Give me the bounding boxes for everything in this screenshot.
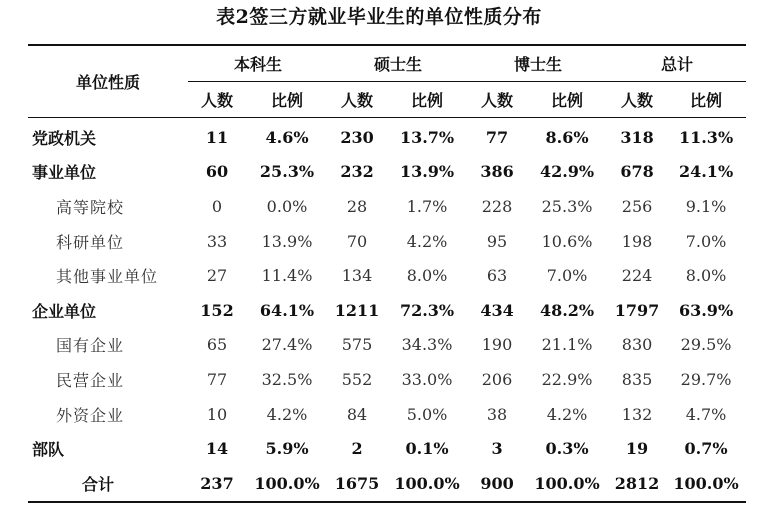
count-cell: 63 bbox=[486, 266, 508, 286]
ratio-cell: 63.9% bbox=[678, 300, 734, 320]
row-label: 外资企业 bbox=[56, 405, 125, 425]
row-label: 部队 bbox=[32, 440, 65, 460]
count-header: 人数 bbox=[188, 82, 246, 118]
ratio-cell: 7.0% bbox=[546, 266, 588, 286]
ratio-cell: 25.3% bbox=[259, 162, 315, 182]
ratio-cell: 7.0% bbox=[685, 231, 727, 251]
table-caption: 表2签三方就业毕业生的单位性质分布 bbox=[216, 6, 542, 28]
ratio-cell: 4.2% bbox=[266, 404, 308, 424]
ratio-cell: 0.0% bbox=[266, 196, 308, 216]
ratio-cell: 27.4% bbox=[261, 335, 313, 355]
header-row-groups bbox=[28, 45, 746, 82]
ratio-cell: 8.0% bbox=[685, 266, 727, 286]
ratio-cell: 5.9% bbox=[265, 439, 309, 459]
count-cell: 230 bbox=[340, 127, 374, 147]
count-cell: 0 bbox=[211, 196, 223, 216]
total-ratio-cell: 100.0% bbox=[526, 466, 608, 502]
count-cell: 434 bbox=[480, 300, 514, 320]
total-ratio-cell: 100.0% bbox=[666, 466, 746, 502]
count-cell: 38 bbox=[486, 404, 508, 424]
ratio-cell: 22.9% bbox=[541, 369, 593, 389]
count-cell: 1797 bbox=[614, 300, 660, 320]
group-header-total: 总计 bbox=[608, 45, 746, 82]
total-ratio-cell: 100.0% bbox=[386, 466, 468, 502]
ratio-cell: 24.1% bbox=[678, 162, 734, 182]
ratio-cell: 4.2% bbox=[406, 231, 448, 251]
group-header-doctor: 博士生 bbox=[468, 45, 608, 82]
count-cell: 152 bbox=[200, 300, 234, 320]
total-count-cell: 900 bbox=[468, 466, 526, 502]
table-body bbox=[28, 118, 746, 502]
ratio-cell: 48.2% bbox=[539, 300, 595, 320]
ratio-cell: 4.7% bbox=[685, 404, 727, 424]
group-header-master: 硕士生 bbox=[328, 45, 468, 82]
count-cell: 318 bbox=[620, 127, 654, 147]
ratio-cell: 72.3% bbox=[399, 300, 455, 320]
count-cell: 190 bbox=[481, 335, 513, 355]
ratio-header: 比例 bbox=[246, 82, 328, 118]
table-row bbox=[28, 397, 746, 432]
count-cell: 65 bbox=[206, 335, 228, 355]
ratio-cell: 64.1% bbox=[259, 300, 315, 320]
ratio-cell: 4.2% bbox=[546, 404, 588, 424]
table-row bbox=[28, 293, 746, 328]
count-cell: 830 bbox=[621, 335, 653, 355]
ratio-cell: 13.9% bbox=[261, 231, 313, 251]
count-cell: 678 bbox=[620, 162, 654, 182]
row-label: 科研单位 bbox=[56, 232, 125, 252]
count-cell: 575 bbox=[341, 335, 373, 355]
count-cell: 19 bbox=[625, 439, 649, 459]
count-cell: 33 bbox=[206, 231, 228, 251]
row-label: 事业单位 bbox=[32, 163, 97, 183]
count-header: 人数 bbox=[468, 82, 526, 118]
count-header: 人数 bbox=[328, 82, 386, 118]
ratio-cell: 34.3% bbox=[401, 335, 453, 355]
count-cell: 2 bbox=[351, 439, 363, 459]
count-cell: 77 bbox=[206, 369, 228, 389]
ratio-header: 比例 bbox=[666, 82, 746, 118]
count-cell: 95 bbox=[486, 231, 508, 251]
ratio-cell: 29.5% bbox=[680, 335, 732, 355]
count-cell: 3 bbox=[491, 439, 503, 459]
count-header: 人数 bbox=[608, 82, 666, 118]
table-row bbox=[28, 362, 746, 397]
ratio-cell: 11.4% bbox=[261, 266, 313, 286]
count-cell: 386 bbox=[480, 162, 514, 182]
ratio-cell: 13.7% bbox=[399, 127, 455, 147]
ratio-cell: 0.7% bbox=[684, 439, 728, 459]
total-ratio-cell: 100.0% bbox=[246, 466, 328, 502]
ratio-cell: 1.7% bbox=[406, 196, 448, 216]
total-count-cell: 237 bbox=[188, 466, 246, 502]
count-cell: 134 bbox=[341, 266, 373, 286]
row-label: 企业单位 bbox=[32, 301, 97, 321]
count-cell: 10 bbox=[206, 404, 228, 424]
row-label: 党政机关 bbox=[32, 128, 97, 148]
table-row bbox=[28, 431, 746, 466]
table-row bbox=[28, 189, 746, 224]
count-cell: 552 bbox=[341, 369, 373, 389]
ratio-cell: 21.1% bbox=[541, 335, 593, 355]
count-cell: 198 bbox=[621, 231, 653, 251]
count-cell: 232 bbox=[340, 162, 374, 182]
ratio-header: 比例 bbox=[386, 82, 468, 118]
count-cell: 28 bbox=[346, 196, 368, 216]
row-label: 民营企业 bbox=[56, 370, 125, 390]
table-row bbox=[28, 224, 746, 259]
ratio-cell: 9.1% bbox=[685, 196, 727, 216]
count-cell: 224 bbox=[621, 266, 653, 286]
row-label: 国有企业 bbox=[56, 336, 125, 356]
group-header-undergrad: 本科生 bbox=[188, 45, 328, 82]
total-count-cell: 2812 bbox=[608, 466, 666, 502]
count-cell: 132 bbox=[621, 404, 653, 424]
employment-table bbox=[28, 44, 746, 503]
ratio-cell: 42.9% bbox=[539, 162, 595, 182]
table-row bbox=[28, 118, 746, 155]
ratio-cell: 0.3% bbox=[545, 439, 589, 459]
count-cell: 84 bbox=[346, 404, 368, 424]
ratio-cell: 8.0% bbox=[406, 266, 448, 286]
row-label: 其他事业单位 bbox=[56, 267, 159, 287]
ratio-cell: 13.9% bbox=[399, 162, 455, 182]
ratio-cell: 11.3% bbox=[678, 127, 734, 147]
count-cell: 228 bbox=[481, 196, 513, 216]
count-cell: 14 bbox=[205, 439, 229, 459]
count-cell: 1211 bbox=[334, 300, 380, 320]
row-label: 高等院校 bbox=[56, 197, 125, 217]
ratio-cell: 32.5% bbox=[261, 369, 313, 389]
total-count-cell: 1675 bbox=[328, 466, 386, 502]
table-row bbox=[28, 258, 746, 293]
total-label: 合计 bbox=[28, 466, 188, 502]
count-cell: 77 bbox=[485, 127, 509, 147]
ratio-header: 比例 bbox=[526, 82, 608, 118]
unit-type-header: 单位性质 bbox=[28, 45, 188, 118]
ratio-cell: 10.6% bbox=[541, 231, 593, 251]
ratio-cell: 8.6% bbox=[545, 127, 589, 147]
count-cell: 60 bbox=[205, 162, 229, 182]
ratio-cell: 25.3% bbox=[541, 196, 593, 216]
count-cell: 70 bbox=[346, 231, 368, 251]
ratio-cell: 29.7% bbox=[680, 369, 732, 389]
count-cell: 11 bbox=[205, 127, 229, 147]
ratio-cell: 4.6% bbox=[265, 127, 309, 147]
table-row bbox=[28, 155, 746, 190]
ratio-cell: 33.0% bbox=[401, 369, 453, 389]
count-cell: 27 bbox=[206, 266, 228, 286]
total-row bbox=[28, 466, 746, 502]
count-cell: 206 bbox=[481, 369, 513, 389]
count-cell: 835 bbox=[621, 369, 653, 389]
ratio-cell: 5.0% bbox=[406, 404, 448, 424]
table-row bbox=[28, 328, 746, 363]
ratio-cell: 0.1% bbox=[405, 439, 449, 459]
count-cell: 256 bbox=[621, 196, 653, 216]
